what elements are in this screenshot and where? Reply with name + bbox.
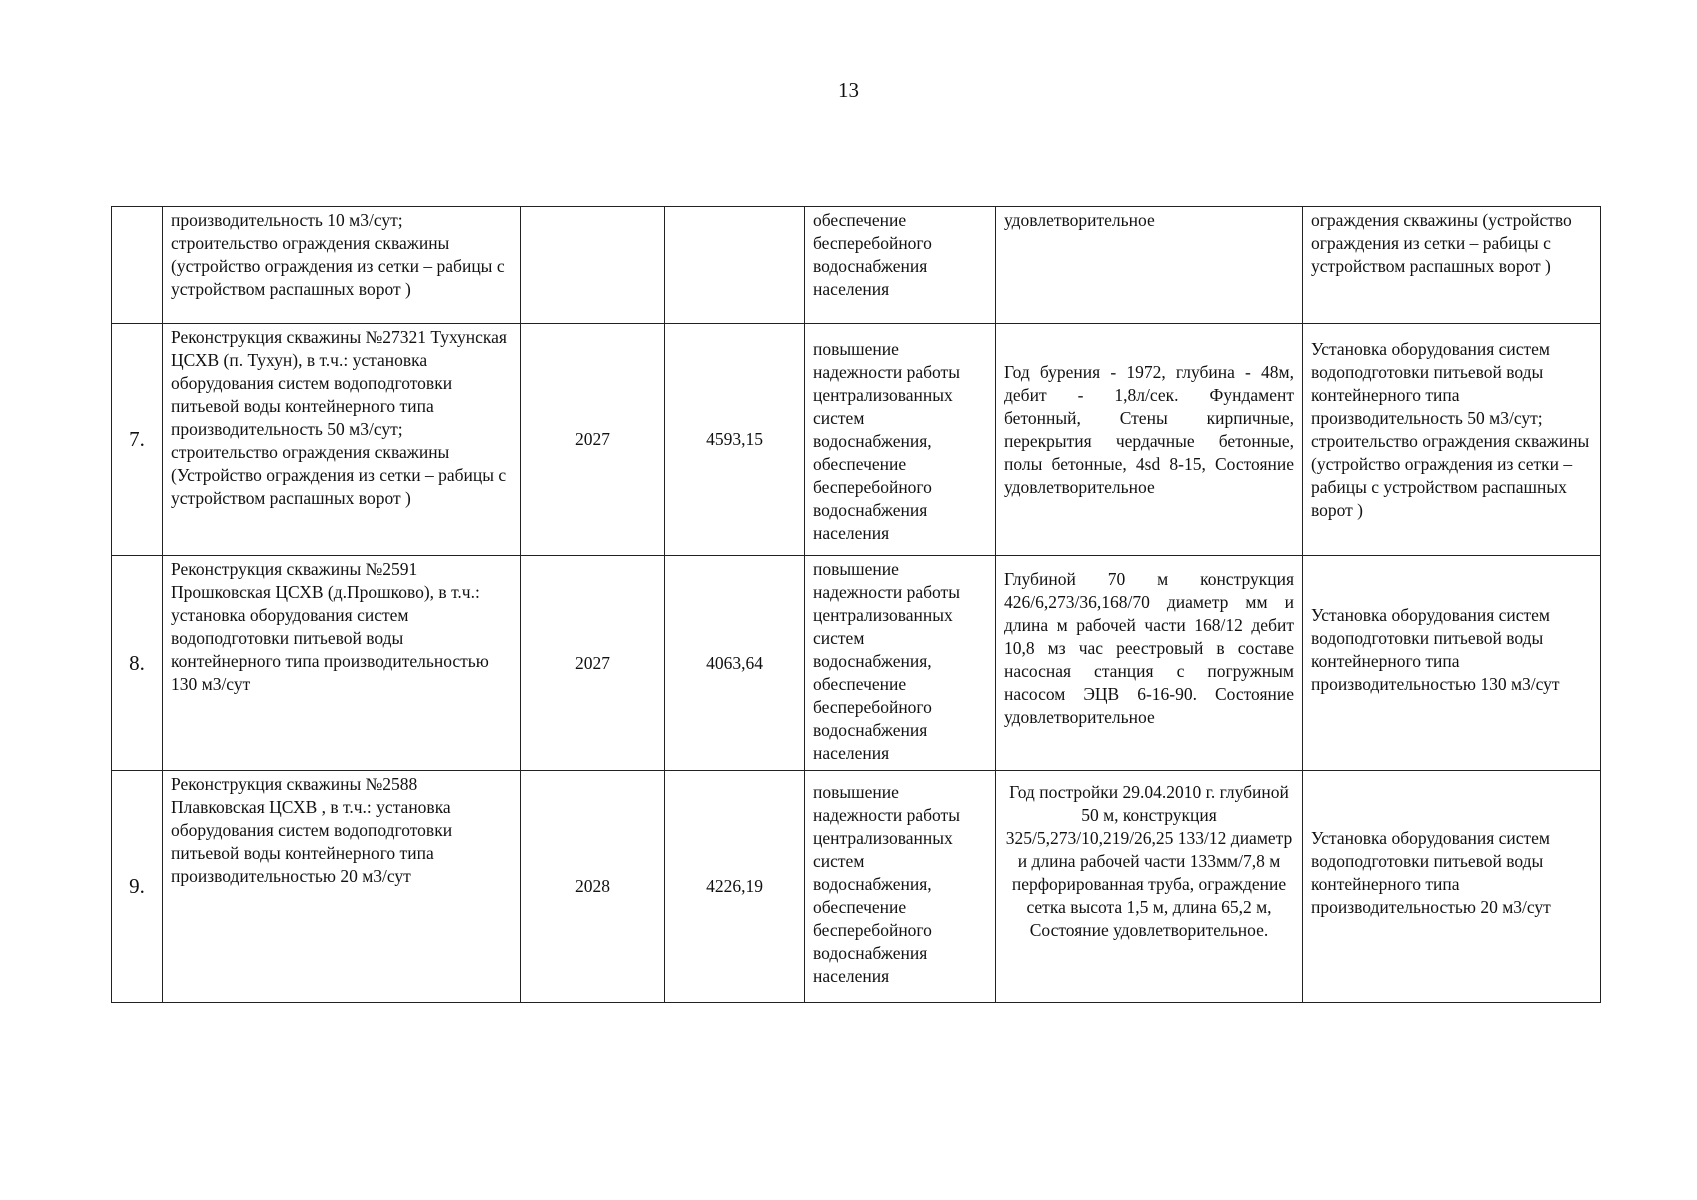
- state-text: Глубиной 70 м конструкция 426/6,273/36,168/70 диаметр мм и длина м рабочей части 168/12 дебит 10,8 мз час реестровый в составе насосная станция с погружным насосом ЭЦВ 6-16-90. Состояние удовлетворительное: [1004, 569, 1294, 727]
- purpose-cell: [805, 207, 996, 324]
- cost-cell: [665, 207, 805, 324]
- description-text: Реконструкция скважины №27321 Тухунская ЦСХВ (п. Тухун), в т.ч.: установка оборудования систем водоподготовки питьевой воды контейнерного типа производительность 50 м3/сут; строительство ограждения скважины (Устройство ограждения из сетки – рабицы с устройством распашных ворот ): [171, 327, 507, 508]
- table-row: [112, 207, 1601, 324]
- table-row: [112, 324, 1601, 556]
- row-number-cell: 9.: [112, 771, 163, 1003]
- purpose-text: повышение надежности работы централизованных систем водоснабжения, обеспечение бесперебойного водоснабжения населения: [813, 782, 960, 986]
- purpose-text: повышение надежности работы централизованных систем водоснабжения, обеспечение бесперебойного водоснабжения населения: [813, 559, 960, 763]
- year-cell: 2027: [521, 556, 665, 771]
- state-cell: [996, 556, 1303, 771]
- measures-text: ограждения скважины (устройство ограждения из сетки – рабицы с устройством распашных ворот ): [1311, 210, 1572, 276]
- cost-cell: 4226,19: [665, 771, 805, 1003]
- state-text: удовлетворительное: [1004, 210, 1155, 230]
- measures-text: Установка оборудования систем водоподготовки питьевой воды контейнерного типа производительностью 20 м3/сут: [1311, 828, 1551, 917]
- description-text: производительность 10 м3/сут; строительство ограждения скважины (устройство ограждения из сетки – рабицы с устройством распашных ворот ): [171, 210, 505, 299]
- table-row: [112, 556, 1601, 771]
- measures-text: Установка оборудования систем водоподготовки питьевой воды контейнерного типа производительностью 130 м3/сут: [1311, 605, 1560, 694]
- state-cell: [996, 771, 1303, 1003]
- description-cell: [163, 771, 521, 1003]
- projects-table: [111, 206, 1601, 1003]
- measures-text: Установка оборудования систем водоподготовки питьевой воды контейнерного типа производительность 50 м3/сут; строительство ограждения скважины (устройство ограждения из сетки – рабицы с устройством распашных ворот ): [1311, 339, 1590, 520]
- page-number: 13: [838, 78, 859, 102]
- measures-cell: [1303, 771, 1601, 1003]
- purpose-text: повышение надежности работы централизованных систем водоснабжения, обеспечение бесперебойного водоснабжения населения: [813, 339, 960, 543]
- purpose-text: обеспечение бесперебойного водоснабжения населения: [813, 210, 932, 299]
- state-text: Год постройки 29.04.2010 г. глубиной 50 м, конструкция 325/5,273/10,219/26,25 133/12 диаметр и длина рабочей части 133мм/7,8 м перфорированная труба, ограждение сетка высота 1,5 м, длина 65,2 м, Состояние удовлетворительное.: [1005, 782, 1293, 940]
- table-row: [112, 771, 1601, 1003]
- description-cell: [163, 324, 521, 556]
- description-text: Реконструкция скважины №2591 Прошковская ЦСХВ (д.Прошково), в т.ч.: установка оборудования систем водоподготовки питьевой воды контейнерного типа производительностью 130 м3/сут: [171, 559, 489, 694]
- purpose-cell: [805, 556, 996, 771]
- cost-cell: 4593,15: [665, 324, 805, 556]
- state-text: Год бурения - 1972, глубина - 48м, дебит - 1,8л/сек. Фундамент бетонный, Стены кирпичные, перекрытия чердачные бетонные, полы бетонные, 4sd 8-15, Состояние удовлетворительное: [1004, 362, 1294, 497]
- description-text: Реконструкция скважины №2588 Плавковская ЦСХВ , в т.ч.: установка оборудования систем водоподготовки питьевой воды контейнерного типа производительностью 20 м3/сут: [171, 774, 453, 886]
- description-cell: [163, 556, 521, 771]
- purpose-cell: [805, 324, 996, 556]
- state-cell: [996, 324, 1303, 556]
- measures-cell: [1303, 556, 1601, 771]
- measures-cell: [1303, 324, 1601, 556]
- row-number-cell: [112, 207, 163, 324]
- measures-cell: [1303, 207, 1601, 324]
- purpose-cell: [805, 771, 996, 1003]
- year-cell: 2027: [521, 324, 665, 556]
- row-number-cell: 7.: [112, 324, 163, 556]
- state-cell: [996, 207, 1303, 324]
- description-cell: [163, 207, 521, 324]
- cost-cell: 4063,64: [665, 556, 805, 771]
- row-number-cell: 8.: [112, 556, 163, 771]
- year-cell: [521, 207, 665, 324]
- year-cell: 2028: [521, 771, 665, 1003]
